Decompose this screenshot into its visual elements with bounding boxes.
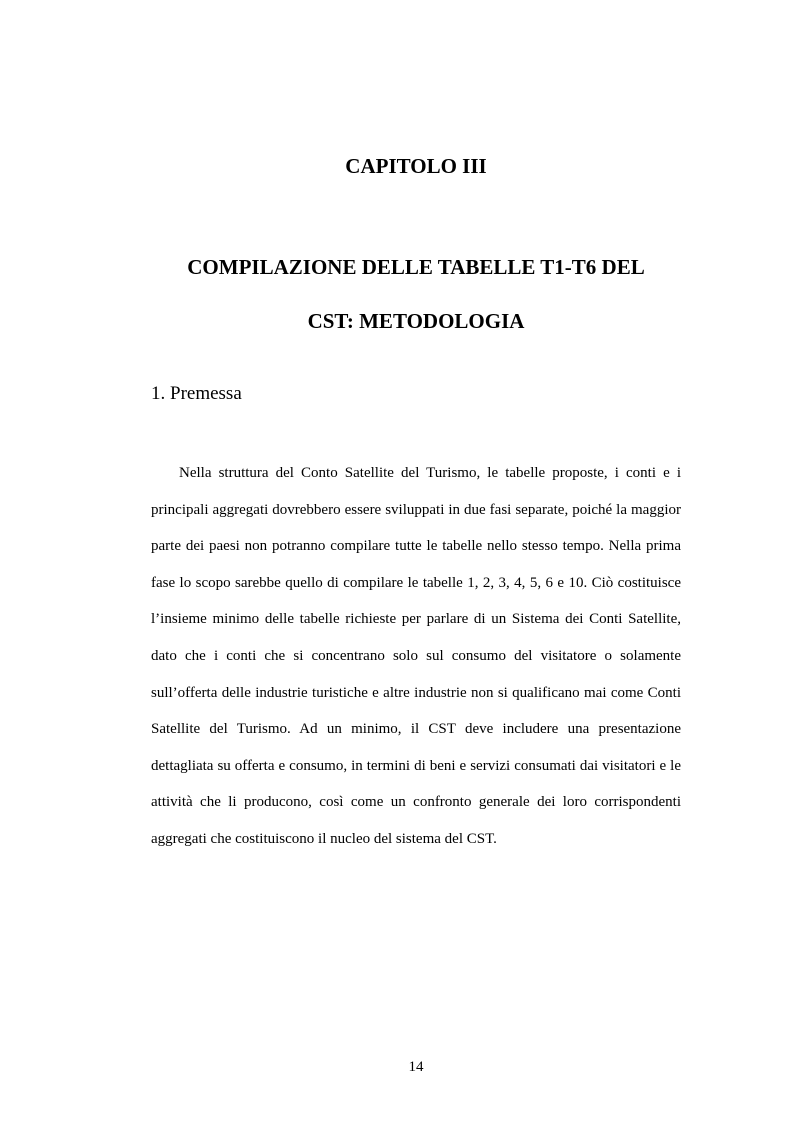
chapter-title-line-1: COMPILAZIONE DELLE TABELLE T1-T6 DEL bbox=[187, 255, 645, 279]
chapter-label: CAPITOLO III bbox=[345, 154, 487, 178]
page-number: 14 bbox=[408, 1059, 424, 1075]
chapter-title bbox=[0, 240, 793, 348]
section-heading: 1. Premessa bbox=[151, 383, 242, 404]
body-paragraph: Nella struttura del Conto Satellite del Turismo, le tabelle proposte, i conti e i principali aggregati dovrebbero essere sviluppati in due fasi separate, poiché la maggior parte dei paesi non potranno compilare tutte le tabelle nello stesso tempo. Nella prima fase lo scopo sarebbe quello di compilare le tabelle 1, 2, 3, 4, 5, 6 e 10. Ciò costituisce l’insieme minimo delle tabelle richieste per parlare di un Sistema dei Conti Satellite, dato che i conti che si concentrano solo sul consumo del visitatore o solamente sull’offerta delle industrie turistiche e altre industrie non si qualificano mai come Conti Satellite del Turismo. Ad un minimo, il CST deve includere una presentazione dettagliata su offerta e consumo, in termini di beni e servizi consumati dai visitatori e le attività che li producono, così come un confronto generale dei loro corrispondenti aggregati che costituiscono il nucleo del sistema del CST. bbox=[151, 465, 681, 847]
chapter-title-line-2: CST: METODOLOGIA bbox=[307, 309, 525, 333]
